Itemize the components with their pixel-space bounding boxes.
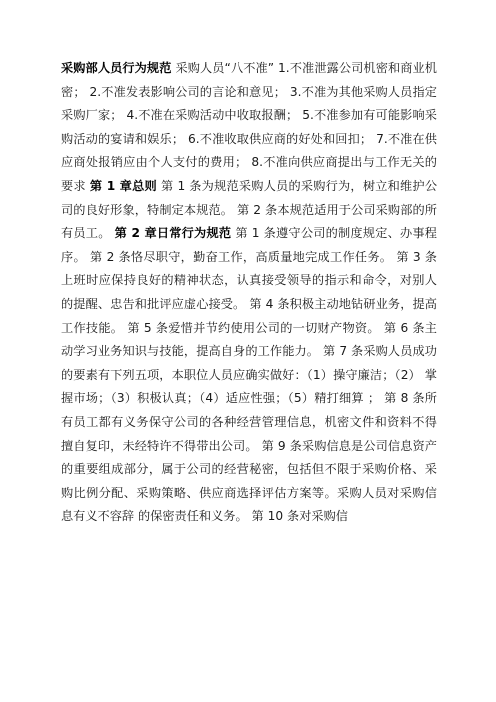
paragraph-chapter-1: 第 1 条为规范采购人员的采购行为，树立和维护公司的良好形象，特制定本规范。 第 2 条本规范适用于公司采购部的所有员工。 [61, 178, 438, 241]
document-body [61, 57, 437, 529]
chapter-2-heading: 第 2 章日常行为规范 [114, 226, 232, 241]
doc-title: 采购部人员行为规范 [61, 61, 172, 75]
paragraph-eight-rules: 采购人员“八不准” 1.不准泄露公司机密和商业机密； 2.不准发表影响公司的言论和意见； 3.不准为其他采购人员指定采购厂家； 4.不准在采购活动中收取报酬； 5.不准参加有可能影响采购活动的宴请和娱乐； 6.不准收取供应商的好处和回扣； 7.不准在供应商处报销应由个人支付的费用； 8.不准向供应商提出与工作无关的要求 [61, 61, 437, 193]
chapter-1-heading: 第 1 章总则 [89, 178, 157, 193]
paragraph-chapter-2: 第 1 条遵守公司的制度规定、办事程序。 第 2 条恪尽职守，勤奋工作，高质量地完成工作任务。 第 3 条上班时应保持良好的精神状态，认真接受领导的指示和命令，对别人的提醒、忠告和批评应虚心接受。 第 4 条积极主动地钻研业务，提高工作技能。 第 5 条爱惜并节约使用公司的一切财产物资。 第 6 条主动学习业务知识与技能，提高自身的工作能力。 第 7 条采购人员成功的要素有下列五项，本职位人员应确实做好：（1）操守廉洁；（2） 掌握市场；（3）积极认真；（4）适应性强；（5）精打细算 ； 第 8 条所有员工都有义务保守公司的各种经营管理信息，机密文件和资料不得擅自复印，未经特许不得带出公司。 第 9 条采购信息是公司信息资产的重要组成部分，属于公司的经营秘密，包括但不限于采购价格、采购比例分配、采购策略、供应商选择评估方案等。采购人员对采购信息有义不容辞 的保密责任和义务。 第 10 条对采购信 [61, 226, 437, 524]
